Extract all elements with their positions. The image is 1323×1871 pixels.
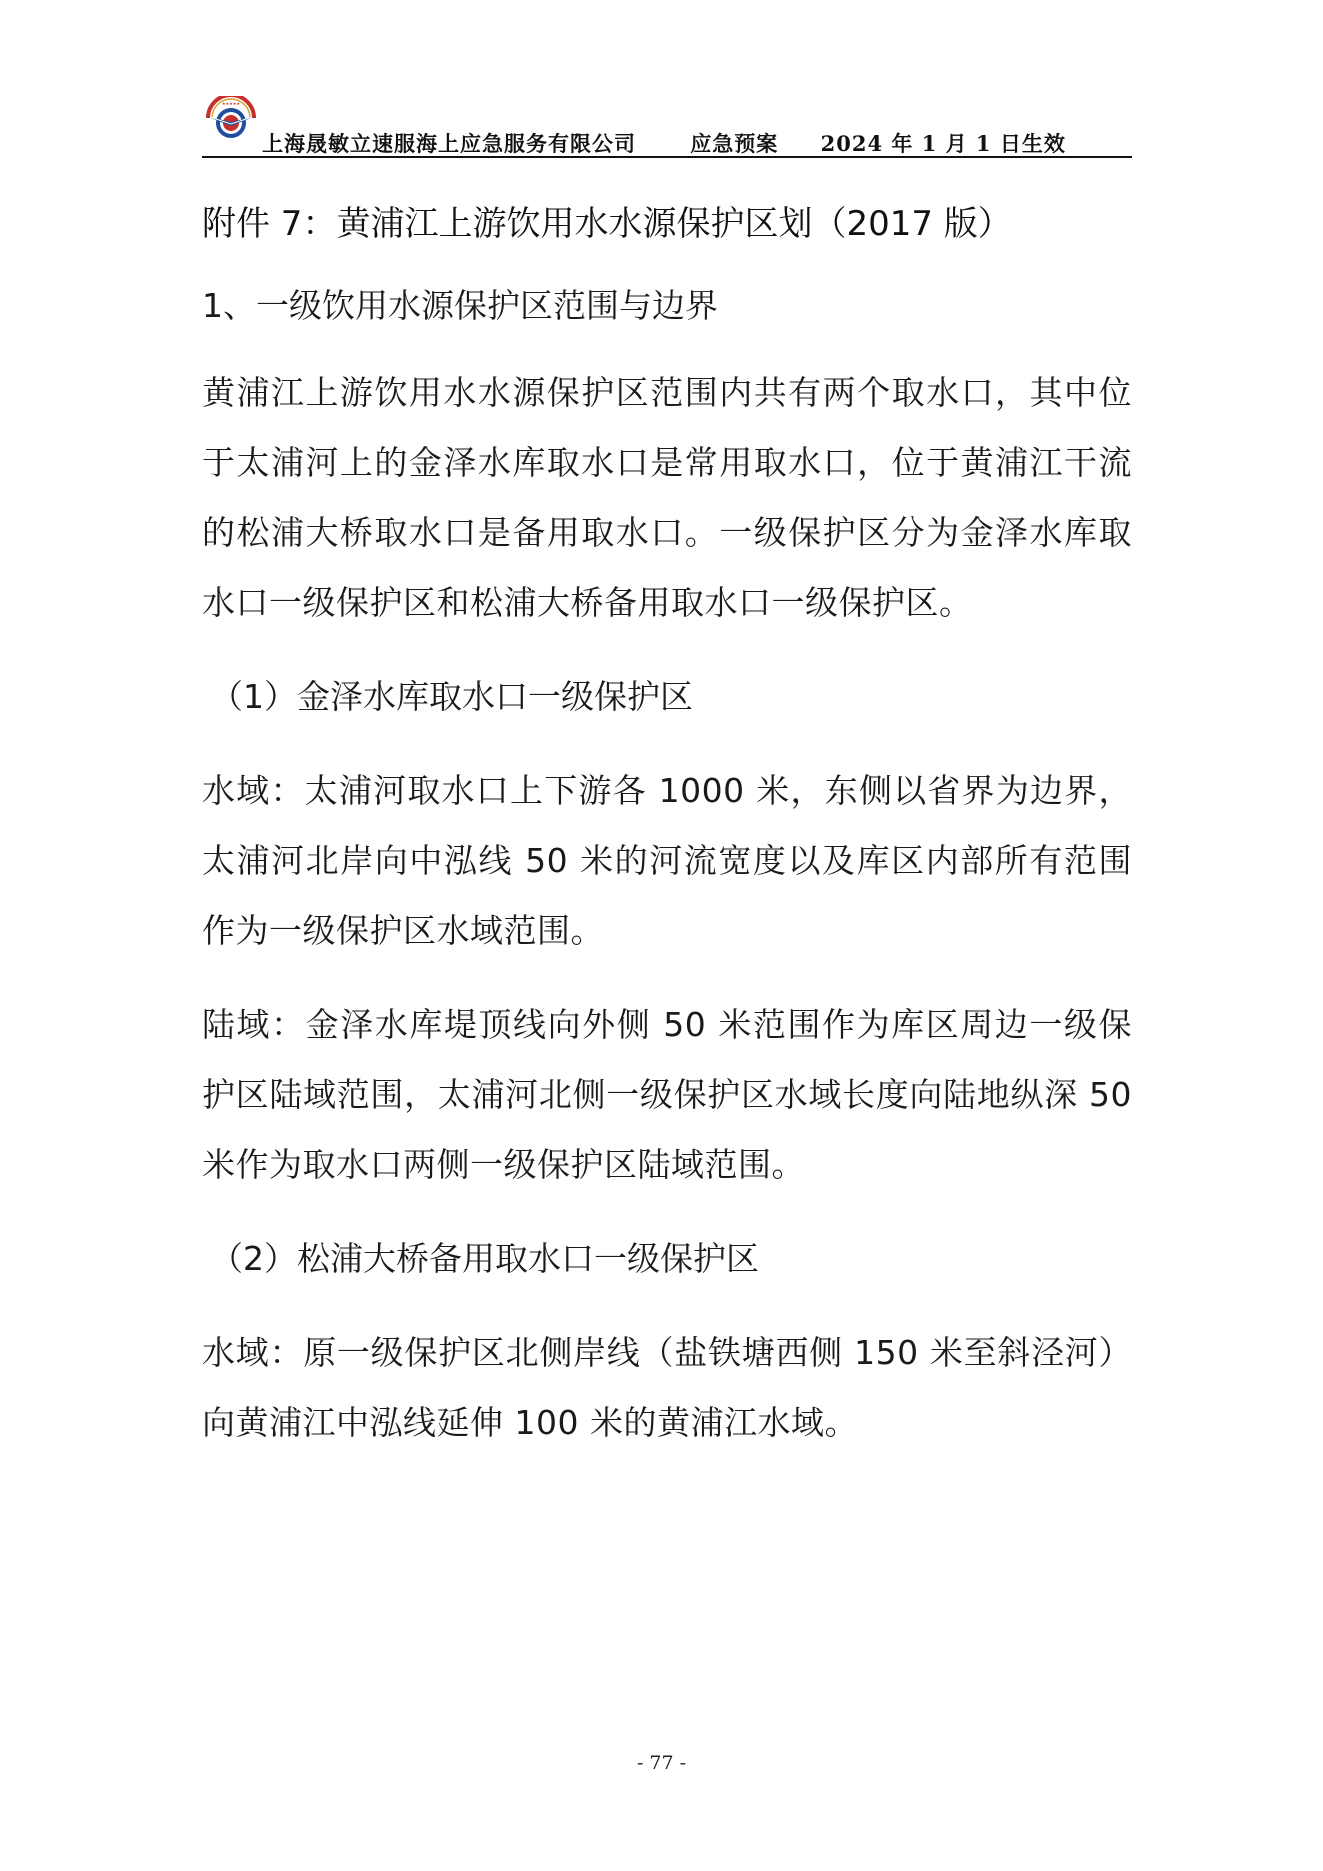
land-area-paragraph-1: 陆域：金泽水库堤顶线向外侧 50 米范围作为库区周边一级保护区陆域范围，太浦河北侧一级保护区水域长度向陆地纵深 50 米作为取水口两侧一级保护区陆域范围。 — [202, 1005, 1132, 1184]
water-area-paragraph-1: 水域：太浦河取水口上下游各 1000 米，东侧以省界为边界，太浦河北岸向中泓线 50 米的河流宽度以及库区内部所有范围作为一级保护区水域范围。 — [202, 771, 1132, 950]
header-effective-date: 2024 年 1 月 1 日生效 — [820, 131, 1066, 156]
intro-paragraph: 黄浦江上游饮用水水源保护区范围内共有两个取水口，其中位于太浦河上的金泽水库取水口是常用取水口，位于黄浦江干流的松浦大桥取水口是备用取水口。一级保护区分为金泽水库取水口一级保护区和松浦大桥备用取水口一级保护区。 — [202, 373, 1132, 622]
page-title: 附件 7：黄浦江上游饮用水水源保护区划（2017 版） — [202, 204, 1012, 244]
section-heading: 1、一级饮用水源保护区范围与边界 — [202, 286, 718, 325]
header-divider — [202, 156, 1132, 158]
header-company: 上海晟敏立速服海上应急服务有限公司 — [262, 131, 636, 156]
subsection-heading-1: （1）金泽水库取水口一级保护区 — [210, 677, 693, 716]
page-number: - 77 - — [636, 1752, 687, 1774]
header-text — [262, 128, 1066, 158]
water-area-paragraph-2: 水域：原一级保护区北侧岸线（盐铁塘西侧 150 米至斜泾河）向黄浦江中泓线延伸 100 米的黄浦江水域。 — [202, 1333, 1132, 1442]
svg-text:★★★★★: ★★★★★ — [222, 101, 240, 106]
page-header — [202, 96, 1132, 158]
company-logo-icon — [202, 96, 260, 146]
header-document-type: 应急预案 — [690, 131, 779, 156]
subsection-heading-2: （2）松浦大桥备用取水口一级保护区 — [210, 1239, 759, 1278]
page-body — [202, 196, 1132, 1482]
